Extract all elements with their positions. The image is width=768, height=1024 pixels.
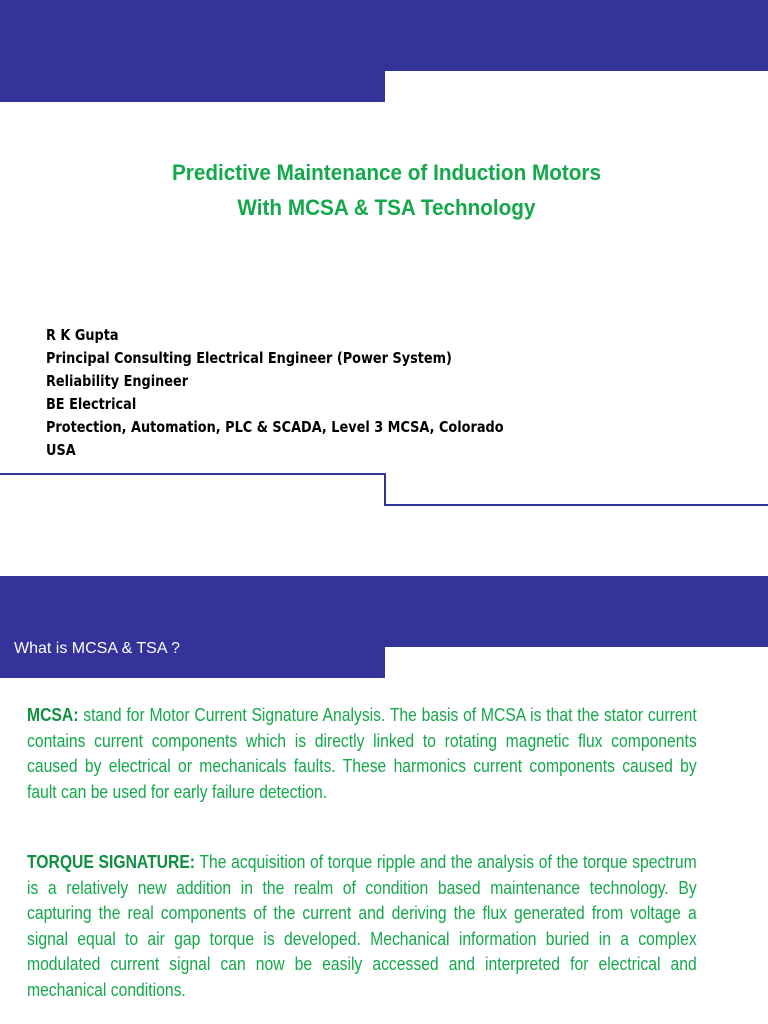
slide-title xyxy=(31,155,742,225)
author-country: USA xyxy=(46,441,76,459)
divider-step xyxy=(384,473,386,506)
slide-title-line-2: With MCSA & TSA Technology xyxy=(237,195,536,220)
divider-left xyxy=(0,473,386,475)
top-banner-notch xyxy=(385,71,768,102)
author-role-2: Reliability Engineer xyxy=(46,372,189,390)
mcsa-paragraph xyxy=(27,703,697,805)
section-title: What is MCSA & TSA ? xyxy=(14,640,180,657)
slide-title-line-1: Predictive Maintenance of Induction Motors xyxy=(171,160,601,185)
author-block xyxy=(46,324,504,462)
author-degree: BE Electrical xyxy=(46,395,137,413)
author-specialty: Protection, Automation, PLC & SCADA, Level 3 MCSA, Colorado xyxy=(46,418,504,436)
author-name: R K Gupta xyxy=(46,326,119,344)
torque-label: TORQUE SIGNATURE: xyxy=(27,852,196,872)
section-banner-notch xyxy=(385,647,768,678)
mcsa-label: MCSA: xyxy=(27,705,79,725)
torque-paragraph xyxy=(27,850,697,1003)
torque-text: The acquisition of torque ripple and the analysis of the torque spectrum is a relatively new addition in the realm of condition based maintenance technology. By capturing the real components of the current and deriving the flux generated from voltage a signal equal to air gap torque is developed. Mechanical information buried in a complex modulated current signal can now be easily accessed and interpreted for electrical and mechanical conditions. xyxy=(27,852,697,1000)
divider-right xyxy=(384,504,768,506)
author-role: Principal Consulting Electrical Engineer (Power System) xyxy=(46,349,452,367)
mcsa-text: stand for Motor Current Signature Analysis. The basis of MCSA is that the stator current contains current components which is directly linked to rotating magnetic flux components caused by electrical or mechanicals faults. These harmonics current components caused by fault can be used for early failure detection. xyxy=(27,705,697,802)
